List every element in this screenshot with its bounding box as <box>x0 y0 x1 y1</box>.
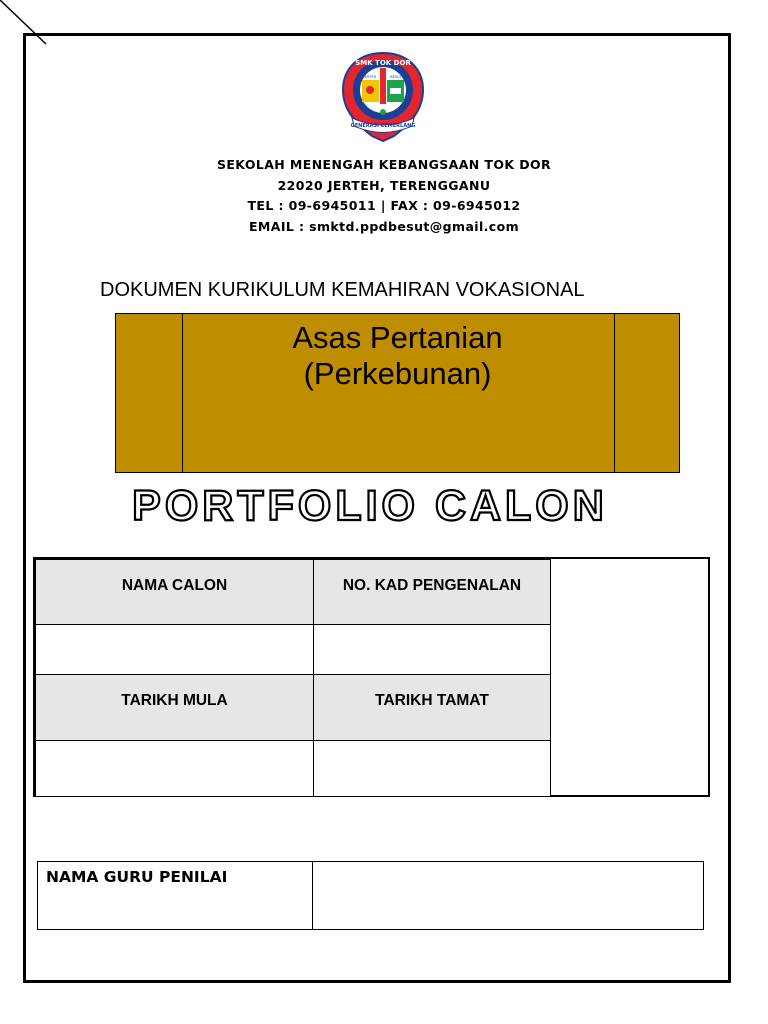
subject-title-line1: Asas Pertanian <box>292 320 503 355</box>
document-heading: DOKUMEN KURIKULUM KEMAHIRAN VOKASIONAL <box>100 279 585 301</box>
candidate-name-label: NAMA CALON <box>121 577 228 594</box>
start-date-label: TARIKH MULA <box>121 692 228 709</box>
subject-title <box>182 320 613 392</box>
start-date-header <box>35 674 314 741</box>
school-logo <box>340 50 426 142</box>
logo-left-text: JERTEH <box>363 75 377 79</box>
subject-banner <box>115 313 680 473</box>
end-date-label: TARIKH TAMAT <box>375 692 489 709</box>
portfolio-title-text: PORTFOLIO CALON <box>132 482 608 530</box>
logo-top-text: SMK TOK DOR <box>355 59 411 67</box>
ic-number-field[interactable] <box>313 624 551 675</box>
ic-number-header <box>313 559 551 625</box>
school-address: 22020 JERTEH, TERENGGANU <box>277 177 491 193</box>
ic-number-label: NO. KAD PENGENALAN <box>342 577 522 594</box>
candidate-name-field[interactable] <box>35 624 314 675</box>
portfolio-title <box>70 482 680 532</box>
end-date-header <box>313 674 551 741</box>
start-date-field[interactable] <box>35 740 314 797</box>
photo-box[interactable] <box>551 559 708 795</box>
logo-motto: GENERASI CEMERLANG <box>350 123 416 129</box>
assessor-table <box>37 861 704 930</box>
candidate-name-header <box>35 559 314 625</box>
school-email: EMAIL : smktd.ppdbesut@gmail.com <box>248 218 520 234</box>
candidate-table <box>33 557 710 797</box>
assessor-name-field[interactable] <box>313 862 703 929</box>
school-phone-fax: TEL : 09-6945011 | FAX : 09-6945012 <box>247 198 521 213</box>
school-info <box>0 155 768 237</box>
school-name: SEKOLAH MENENGAH KEBANGSAAN TOK DOR <box>216 157 552 172</box>
subject-title-line2: (Perkebunan) <box>303 356 492 391</box>
logo-right-text: BESUT <box>390 75 402 79</box>
end-date-field[interactable] <box>313 740 551 797</box>
banner-right-divider <box>614 314 615 472</box>
assessor-label: NAMA GURU PENILAI <box>38 862 313 929</box>
